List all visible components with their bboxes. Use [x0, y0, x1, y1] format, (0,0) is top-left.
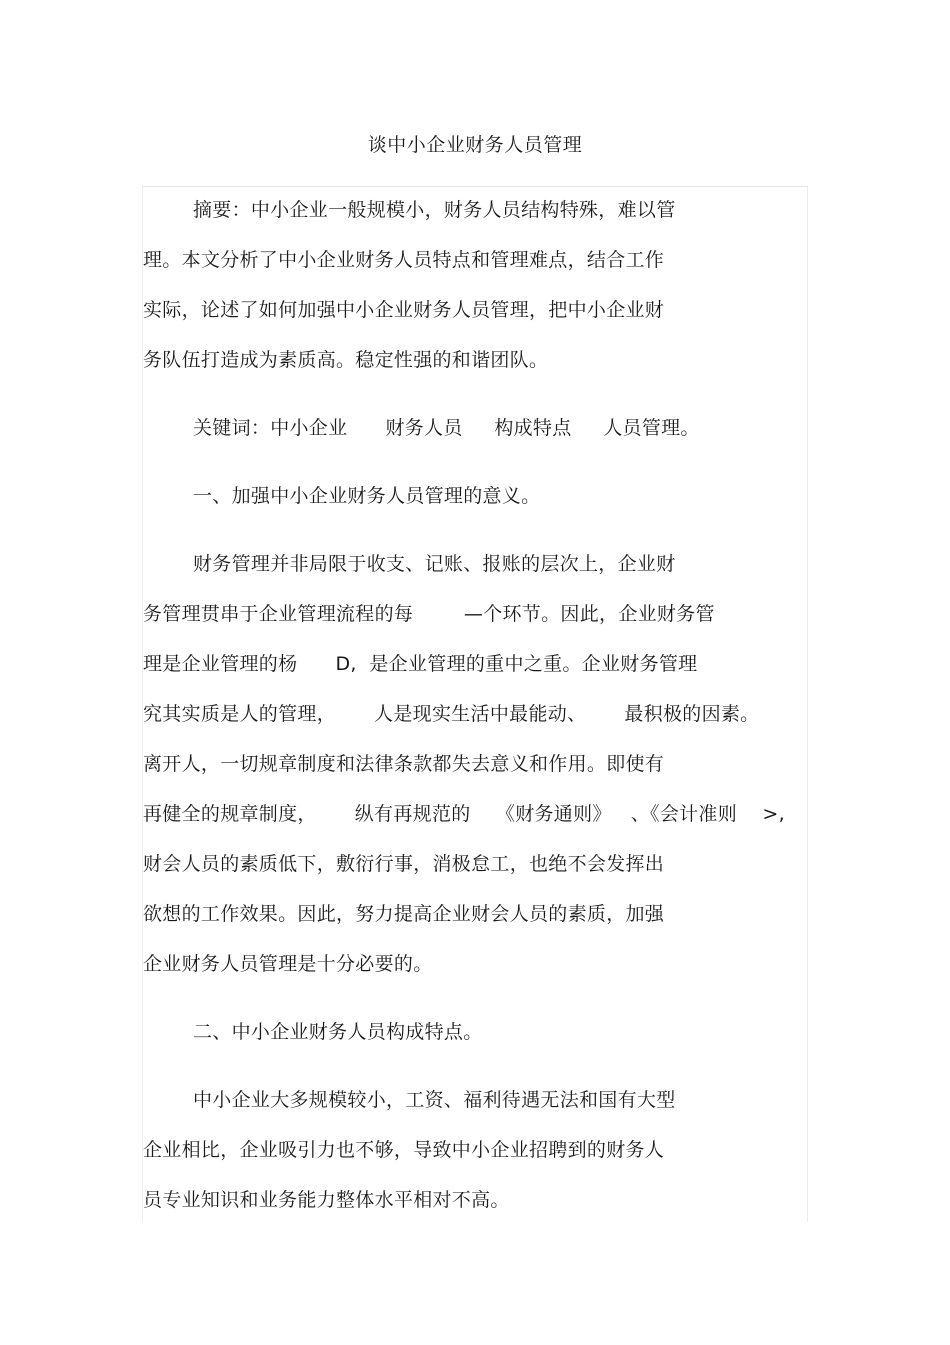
paragraph-line: 理是企业管理的杨 D, 是企业管理的重中之重。企业财务管理	[143, 653, 698, 675]
abstract-line-4: 务队伍打造成为素质高。稳定性强的和谐团队。	[143, 349, 549, 371]
keywords-line: 关键词：中小企业 财务人员 构成特点 人员管理。	[193, 417, 700, 439]
abstract-line-3: 实际，论述了如何加强中小企业财务人员管理，把中小企业财	[143, 299, 665, 321]
paragraph-line: 企业财务人员管理是十分必要的。	[143, 953, 433, 975]
paragraph-line: 财会人员的素质低下，敷衍行事，消极怠工，也绝不会发挥出	[143, 853, 665, 875]
document-title: 谈中小企业财务人员管理	[367, 134, 583, 156]
paragraph-line: 务管理贯串于企业管理流程的每 —个环节。因此，企业财务管	[143, 603, 715, 625]
paragraph-line: 财务管理并非局限于收支、记账、报账的层次上，企业财	[193, 553, 676, 575]
section-heading-2: 二、中小企业财务人员构成特点。	[193, 1021, 483, 1043]
paragraph-line: 离开人，一切规章制度和法律条款都失去意义和作用。即使有	[143, 753, 665, 775]
abstract-line-2: 理。本文分析了中小企业财务人员特点和管理难点，结合工作	[143, 249, 665, 271]
paragraph-line: 员专业知识和业务能力整体水平相对不高。	[143, 1189, 510, 1211]
paragraph-line: 企业相比，企业吸引力也不够，导致中小企业招聘到的财务人	[143, 1139, 665, 1161]
paragraph-line: 欲想的工作效果。因此，努力提高企业财会人员的素质，加强	[143, 903, 665, 925]
section-heading-1: 一、加强中小企业财务人员管理的意义。	[193, 485, 541, 507]
paragraph-line: 中小企业大多规模较小，工资、福利待遇无法和国有大型	[193, 1089, 676, 1111]
paragraph-line: 再健全的规章制度， 纵有再规范的 《财务通则》 、《会计准则 >,	[143, 803, 785, 825]
abstract-line-1: 摘要：中小企业一般规模小，财务人员结构特殊，难以管	[193, 199, 676, 221]
paragraph-line: 究其实质是人的管理， 人是现实生活中最能动、 最积极的因素。	[143, 703, 760, 725]
